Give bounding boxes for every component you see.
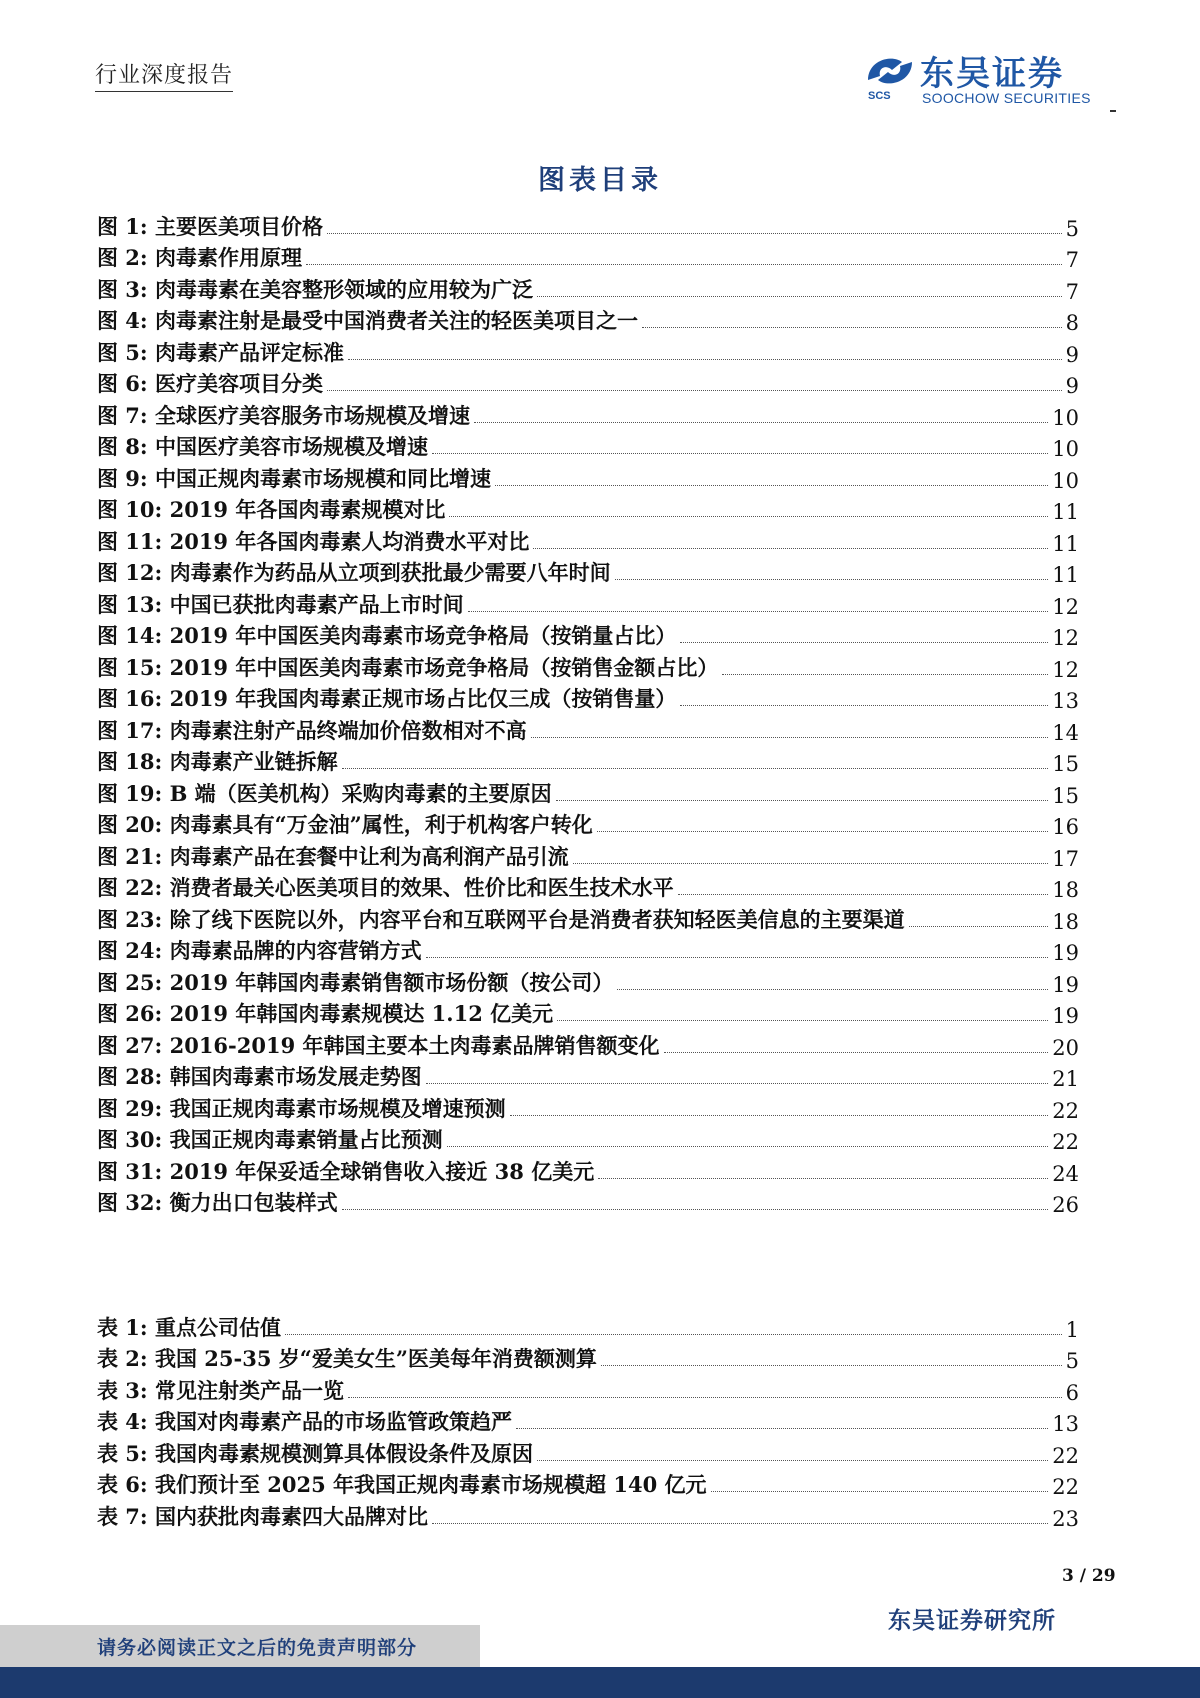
figure-entry-page: 21	[1052, 1067, 1079, 1091]
figure-entry[interactable]	[97, 619, 1079, 651]
dot-leader	[516, 1428, 1048, 1429]
institute-name: 东吴证券研究所	[888, 1607, 1056, 1634]
figure-entry[interactable]	[97, 241, 1079, 273]
table-entry-page: 22	[1052, 1475, 1079, 1499]
dot-leader	[426, 957, 1049, 958]
figure-entry-page: 11	[1052, 531, 1079, 556]
dot-leader	[533, 548, 1048, 549]
figure-entry-page: 12	[1052, 626, 1079, 650]
figure-entry-page: 5	[1065, 216, 1079, 241]
figure-entry-title: 图 18: 肉毒素产业链拆解	[97, 749, 338, 774]
figure-entry-page: 7	[1065, 248, 1079, 272]
dot-leader	[449, 516, 1048, 517]
dot-leader	[348, 1397, 1062, 1398]
table-entry[interactable]	[97, 1436, 1079, 1468]
figure-entry-page: 24	[1052, 1161, 1079, 1186]
soochow-logo	[862, 50, 1102, 106]
table-entry-page: 6	[1065, 1380, 1079, 1405]
table-entry-page: 1	[1065, 1317, 1079, 1342]
figure-entry-title: 图 13: 中国已获批肉毒素产品上市时间	[97, 591, 464, 617]
figure-entry-title: 图 11: 2019 年各国肉毒素人均消费水平对比	[97, 528, 530, 554]
figure-entry[interactable]	[97, 367, 1079, 399]
figure-entry-page: 22	[1052, 1098, 1079, 1123]
figure-entry[interactable]	[97, 808, 1079, 840]
figure-entry[interactable]	[97, 1060, 1079, 1092]
figure-entry-page: 15	[1052, 783, 1079, 808]
figure-entry-page: 19	[1052, 941, 1079, 965]
figure-entry-page: 19	[1052, 1004, 1079, 1028]
figure-entry[interactable]	[97, 1186, 1079, 1218]
figure-entry-title: 图 9: 中国正规肉毒素市场规模和同比增速	[97, 465, 491, 491]
figure-entry[interactable]	[97, 713, 1079, 745]
figure-entry-page: 22	[1052, 1130, 1079, 1154]
dot-leader	[426, 1083, 1049, 1084]
figure-entry-page: 18	[1052, 909, 1079, 934]
table-entry[interactable]	[97, 1468, 1079, 1500]
dot-leader	[306, 264, 1062, 265]
figure-entry-title: 图 3: 肉毒毒素在美容整形领域的应用较为广泛	[97, 276, 533, 302]
figure-entry-title: 图 19: B 端（医美机构）采购肉毒素的主要原因	[97, 780, 552, 806]
figure-entry-title: 图 24: 肉毒素品牌的内容营销方式	[97, 938, 422, 963]
dot-leader	[468, 611, 1049, 612]
dot-leader	[597, 831, 1049, 832]
figure-entry-title: 图 21: 肉毒素产品在套餐中让利为高利润产品引流	[97, 843, 569, 869]
figure-entry[interactable]	[97, 1028, 1079, 1060]
table-entry-title: 表 2: 我国 25-35 岁“爱美女生”医美每年消费额测算	[97, 1346, 597, 1371]
dot-leader	[285, 1334, 1062, 1335]
figure-entry-page: 15	[1052, 752, 1079, 776]
figure-entry-title: 图 32: 衡力出口包装样式	[97, 1190, 338, 1215]
figure-entry-page: 13	[1052, 689, 1079, 713]
dot-leader	[537, 1460, 1048, 1461]
figure-entry-title: 图 7: 全球医疗美容服务市场规模及增速	[97, 402, 470, 428]
figure-entry[interactable]	[97, 776, 1079, 808]
table-entry-title: 表 6: 我们预计至 2025 年我国正规肉毒素市场规模超 140 亿元	[97, 1472, 707, 1497]
figure-entry-page: 12	[1052, 657, 1079, 682]
figure-entry-page: 9	[1065, 342, 1079, 367]
dot-leader	[711, 1491, 1049, 1492]
dot-leader	[664, 1052, 1049, 1053]
dot-leader	[615, 579, 1049, 580]
figure-entry[interactable]	[97, 934, 1079, 966]
figure-entry-title: 图 20: 肉毒素具有“万金油”属性，利于机构客户转化	[97, 812, 593, 837]
table-entry-page: 5	[1065, 1349, 1079, 1373]
dot-leader	[680, 642, 1048, 643]
figure-entry-page: 10	[1052, 468, 1079, 493]
figure-entry-title: 图 4: 肉毒素注射是最受中国消费者关注的轻医美项目之一	[97, 308, 638, 333]
disclaimer-text: 请务必阅读正文之后的免责声明部分	[97, 1637, 418, 1659]
figure-entry-title: 图 23: 除了线下医院以外，内容平台和互联网平台是消费者获知轻医美信息的主要渠道	[97, 906, 905, 932]
figure-entry[interactable]	[97, 587, 1079, 619]
figure-entry[interactable]	[97, 965, 1079, 997]
dot-leader	[680, 705, 1048, 706]
page-number: 3 / 29	[1062, 1566, 1116, 1586]
dot-leader	[510, 1115, 1049, 1116]
logo-abbr: SCS	[868, 90, 891, 102]
figure-entry-title: 图 6: 医疗美容项目分类	[97, 371, 323, 396]
figure-entry-title: 图 17: 肉毒素注射产品终端加价倍数相对不高	[97, 717, 527, 743]
figure-entry-title: 图 1: 主要医美项目价格	[97, 213, 323, 239]
figure-entry-title: 图 25: 2019 年韩国肉毒素销售额市场份额（按公司）	[97, 969, 614, 995]
table-entry[interactable]	[97, 1373, 1079, 1405]
figure-entry[interactable]	[97, 493, 1079, 525]
dot-leader	[642, 327, 1062, 328]
table-entry-page: 22	[1052, 1443, 1079, 1468]
figure-entry-page: 7	[1065, 279, 1079, 304]
table-entry-page: 13	[1052, 1412, 1079, 1436]
figure-entry[interactable]	[97, 556, 1079, 588]
figure-entry-title: 图 5: 肉毒素产品评定标准	[97, 339, 344, 365]
logo-chinese-name: 东吴证券	[920, 54, 1064, 94]
figure-entry-page: 14	[1052, 720, 1079, 745]
figure-entry[interactable]	[97, 398, 1079, 430]
figure-entry-title: 图 10: 2019 年各国肉毒素规模对比	[97, 497, 446, 522]
figure-entry-page: 17	[1052, 846, 1079, 871]
figure-entry-page: 11	[1052, 500, 1079, 524]
figure-entry[interactable]	[97, 1154, 1079, 1186]
dot-leader	[531, 737, 1049, 738]
figure-entry[interactable]	[97, 839, 1079, 871]
dot-leader	[678, 894, 1049, 895]
figure-entry[interactable]	[97, 209, 1079, 241]
dot-leader	[348, 359, 1062, 360]
dot-leader	[327, 390, 1062, 391]
figure-entry-title: 图 31: 2019 年保妥适全球销售收入接近 38 亿美元	[97, 1158, 595, 1184]
figure-entry-title: 图 28: 韩国肉毒素市场发展走势图	[97, 1064, 422, 1089]
dot-leader	[573, 863, 1049, 864]
dot-leader	[722, 674, 1048, 675]
dot-leader	[474, 422, 1048, 423]
figure-entry[interactable]	[97, 524, 1079, 556]
dot-leader	[447, 1146, 1049, 1147]
figure-entry-title: 图 22: 消费者最关心医美项目的效果、性价比和医生技术水平	[97, 875, 674, 900]
table-entry-title: 表 7: 国内获批肉毒素四大品牌对比	[97, 1503, 428, 1529]
dot-leader	[556, 800, 1049, 801]
figure-entry-page: 11	[1052, 563, 1079, 587]
table-entry-title: 表 3: 常见注射类产品一览	[97, 1377, 344, 1403]
table-entry-title: 表 5: 我国肉毒素规模测算具体假设条件及原因	[97, 1440, 533, 1466]
figures-list	[97, 209, 1079, 1217]
figure-entry-page: 10	[1052, 437, 1079, 461]
figure-entry[interactable]	[97, 335, 1079, 367]
soochow-logo-icon	[862, 50, 918, 94]
figure-entry-title: 图 16: 2019 年我国肉毒素正规市场占比仅三成（按销售量）	[97, 686, 677, 711]
dot-leader	[617, 989, 1048, 990]
figure-entry[interactable]	[97, 461, 1079, 493]
figure-entry-page: 9	[1065, 374, 1079, 398]
dot-leader	[342, 768, 1049, 769]
figure-entry-page: 16	[1052, 815, 1079, 839]
dot-leader	[342, 1209, 1049, 1210]
figure-entry-title: 图 12: 肉毒素作为药品从立项到获批最少需要八年时间	[97, 560, 611, 585]
figure-entry-title: 图 26: 2019 年韩国肉毒素规模达 1.12 亿美元	[97, 1001, 554, 1026]
table-entry[interactable]	[97, 1499, 1079, 1531]
dot-leader	[537, 296, 1062, 297]
figure-entry-page: 12	[1052, 594, 1079, 619]
figure-entry-page: 19	[1052, 972, 1079, 997]
figure-entry[interactable]	[97, 272, 1079, 304]
tables-list	[97, 1310, 1079, 1531]
toc-title: 图表目录	[538, 165, 662, 196]
dot-leader	[432, 453, 1048, 454]
figure-entry[interactable]	[97, 1091, 1079, 1123]
figure-entry-page: 20	[1052, 1035, 1079, 1060]
figure-entry[interactable]	[97, 902, 1079, 934]
figure-entry-title: 图 15: 2019 年中国医美肉毒素市场竞争格局（按销售金额占比）	[97, 654, 719, 680]
figure-entry-title: 图 8: 中国医疗美容市场规模及增速	[97, 434, 428, 459]
figure-entry-title: 图 27: 2016-2019 年韩国主要本土肉毒素品牌销售额变化	[97, 1032, 660, 1058]
dot-leader	[327, 233, 1062, 234]
figure-entry-page: 26	[1052, 1193, 1079, 1217]
figure-entry[interactable]	[97, 682, 1079, 714]
dot-leader	[601, 1365, 1062, 1366]
figure-entry[interactable]	[97, 871, 1079, 903]
dot-leader	[909, 926, 1049, 927]
figure-entry-title: 图 2: 肉毒素作用原理	[97, 245, 302, 270]
logo-english-name: SOOCHOW SECURITIES	[922, 90, 1091, 106]
figure-entry[interactable]	[97, 1123, 1079, 1155]
dot-leader	[432, 1523, 1048, 1524]
table-entry[interactable]	[97, 1405, 1079, 1437]
dot-leader	[598, 1178, 1048, 1179]
table-entry[interactable]	[97, 1342, 1079, 1374]
footer-band	[0, 1667, 1200, 1698]
header-dash	[1110, 110, 1116, 112]
figure-entry[interactable]	[97, 997, 1079, 1029]
figure-entry[interactable]	[97, 745, 1079, 777]
figure-entry-page: 8	[1065, 311, 1079, 335]
figure-entry[interactable]	[97, 650, 1079, 682]
table-entry-title: 表 4: 我国对肉毒素产品的市场监管政策趋严	[97, 1409, 512, 1434]
figure-entry-title: 图 14: 2019 年中国医美肉毒素市场竞争格局（按销量占比）	[97, 623, 677, 648]
figure-entry-page: 18	[1052, 878, 1079, 902]
report-type-label: 行业深度报告	[95, 58, 233, 92]
figure-entry-page: 10	[1052, 405, 1079, 430]
table-entry[interactable]	[97, 1310, 1079, 1342]
dot-leader	[495, 485, 1048, 486]
figure-entry[interactable]	[97, 430, 1079, 462]
figure-entry[interactable]	[97, 304, 1079, 336]
dot-leader	[557, 1020, 1048, 1021]
table-entry-page: 23	[1052, 1506, 1079, 1531]
figure-entry-title: 图 29: 我国正规肉毒素市场规模及增速预测	[97, 1095, 506, 1121]
table-entry-title: 表 1: 重点公司估值	[97, 1314, 281, 1340]
figure-entry-title: 图 30: 我国正规肉毒素销量占比预测	[97, 1127, 443, 1152]
